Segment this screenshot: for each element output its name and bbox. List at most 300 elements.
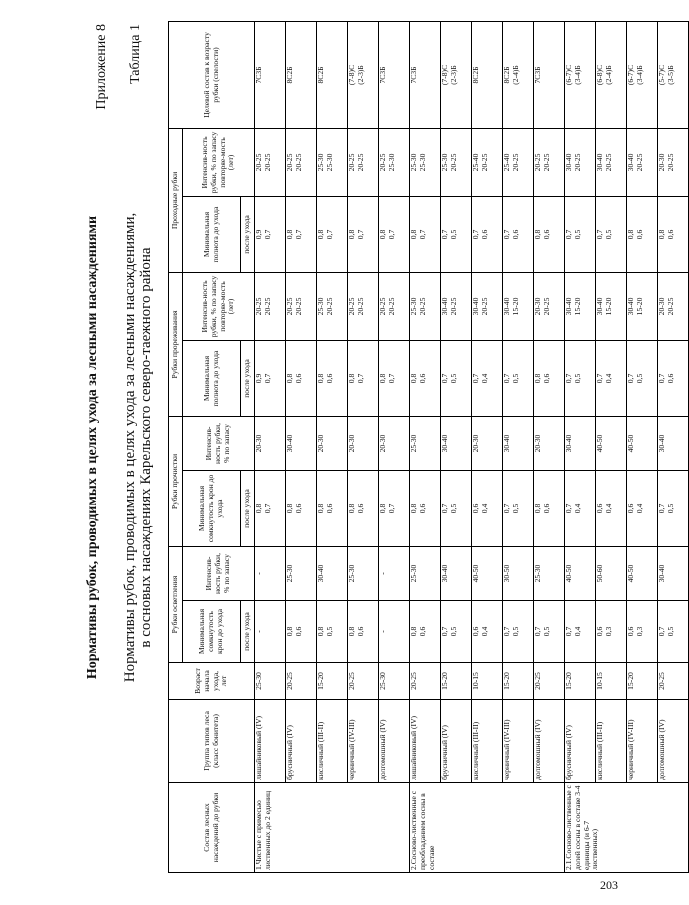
cell-passing-intensity (534, 128, 565, 196)
cell-text: 25-30 (285, 564, 294, 583)
table-row (286, 21, 317, 872)
cell-composition: 2.Сосново-лиственные с преобладанием сосны в составе (410, 783, 565, 873)
rotated-page (72, 20, 675, 875)
cell-passing-intensity (565, 128, 596, 196)
cell-start-age (410, 663, 441, 700)
cell-text: 25-40 20-25 (471, 153, 489, 172)
cell-clarifying-density (286, 601, 317, 663)
cell-thinning-intensity (410, 272, 441, 340)
cell-text: 50-60 (595, 564, 604, 583)
cell-text: 30-40 15-20 (564, 297, 582, 316)
cell-text: кисличный (III-II) (316, 721, 325, 780)
cell-passing-intensity (596, 128, 627, 196)
cell-text: 40-50 (626, 434, 635, 453)
cell-thinning-fullness (441, 340, 472, 416)
cell-text: 8С2Б (471, 66, 480, 84)
cell-passing-intensity (348, 128, 379, 196)
cell-text: 20-25 20-25 (254, 297, 272, 316)
cell-clarifying-density (317, 601, 348, 663)
cell-passing-fullness (441, 196, 472, 272)
cell-thinning-fullness (658, 340, 689, 416)
cell-thinning-intensity (503, 272, 534, 340)
header-composition: Состав лесных насаждений до рубки (169, 783, 255, 873)
cell-clarifying-intensity (348, 547, 379, 601)
cell-thinning-intensity (286, 272, 317, 340)
cell-thinning-intensity (658, 272, 689, 340)
cell-cleaning-intensity (317, 416, 348, 470)
cell-thinning-intensity (627, 272, 658, 340)
cell-text: 25-30 (254, 672, 263, 690)
cell-text: 25-30 (409, 434, 418, 453)
cell-thinning-intensity (565, 272, 596, 340)
cell-cleaning-intensity (627, 416, 658, 470)
cell-text: 20-30 (254, 434, 263, 453)
cell-text: долгомошный (IV) (657, 719, 666, 780)
cell-thinning-intensity (255, 272, 286, 340)
cell-thinning-fullness (255, 340, 286, 416)
cell-cleaning-density (348, 471, 379, 547)
cell-start-age (255, 663, 286, 700)
cell-target-composition (472, 21, 503, 128)
cell-text: 0,8 0,6 (626, 229, 644, 240)
cell-text: 20-25 20-25 (347, 297, 365, 316)
cell-text: 8С2Б (316, 66, 325, 84)
cell-clarifying-density (410, 601, 441, 663)
cell-text: 0,8 0,6 (409, 626, 427, 637)
cell-thinning-intensity (472, 272, 503, 340)
cell-thinning-intensity (596, 272, 627, 340)
cell-text: 20-25 20-25 (254, 153, 272, 172)
cell-clarifying-intensity (410, 547, 441, 601)
cell-target-composition (441, 21, 472, 128)
cell-start-age (286, 663, 317, 700)
cell-text: 20-30 (316, 434, 325, 453)
cell-clarifying-intensity (565, 547, 596, 601)
cell-text: 0,8 0,7 (316, 229, 334, 240)
cell-text: 0,7 0,5 (440, 626, 458, 637)
cell-text: 0,8 0,6 (533, 503, 551, 514)
cell-cleaning-intensity (472, 416, 503, 470)
header-intensity-1: Интенсив-ность рубки, % по запасу (183, 547, 255, 601)
cell-text: 0,7 0,5 (657, 503, 675, 514)
main-title: Нормативы рубок, проводимых в целях ухода за лесными насаждениями (85, 215, 100, 680)
cell-text: 30-40 20-25 (564, 153, 582, 172)
cell-thinning-fullness (596, 340, 627, 416)
header-row-1 (169, 21, 183, 872)
cell-target-composition (534, 21, 565, 128)
cell-thinning-fullness (317, 340, 348, 416)
cell-text: 0,8 0,6 (316, 373, 334, 384)
cell-target-composition (658, 21, 689, 128)
cell-text: 0,8 0,6 (657, 229, 675, 240)
cell-clarifying-density (596, 601, 627, 663)
cell-cleaning-density (596, 471, 627, 547)
cell-text: 30-40 20-25 (471, 297, 489, 316)
header-intensity-repeat-2: Интенсив-ность рубки, % по запасу повторяе-мость (лет) (183, 128, 255, 196)
cell-passing-intensity (410, 128, 441, 196)
cell-clarifying-density (348, 601, 379, 663)
cell-text: 30-40 20-25 (626, 153, 644, 172)
cell-clarifying-intensity (379, 547, 410, 601)
cell-cleaning-density (627, 471, 658, 547)
cell-text: 0,7 0,4 (564, 503, 582, 514)
cell-target-composition (255, 21, 286, 128)
cell-text: 0,8 0,5 (316, 626, 334, 637)
cell-passing-fullness (627, 196, 658, 272)
cell-cleaning-density (286, 471, 317, 547)
cell-passing-intensity (379, 128, 410, 196)
header-group-clarifying: Рубки осветления (169, 547, 183, 663)
cell-passing-fullness (317, 196, 348, 272)
header-target-composition: Целевой состав к возрасту рубки (спелости) (169, 21, 255, 128)
cell-text: 20-25 20-25 (285, 297, 303, 316)
cell-text: 25-30 (347, 564, 356, 583)
cell-passing-fullness (286, 196, 317, 272)
header-min-density-1: Минимальная сомкнутость крон до ухода (183, 601, 241, 663)
cell-forest-type (627, 700, 658, 783)
cell-text: 20-25 20-25 (285, 153, 303, 172)
cell-start-age (596, 663, 627, 700)
cell-text: (6-7)С (3-4)Б (564, 64, 582, 86)
cell-forest-type (441, 700, 472, 783)
cell-text: 0,7 0,5 (564, 373, 582, 384)
cell-clarifying-intensity (255, 547, 286, 601)
table-row (379, 21, 410, 872)
cell-start-age (317, 663, 348, 700)
cell-forest-type (503, 700, 534, 783)
header-min-fullness-1: Минимальная полнота до ухода (183, 340, 241, 416)
table-row (503, 21, 534, 872)
cell-text: 20-25 (657, 672, 666, 690)
header-intensity-repeat-1: Интенсив-ность рубки, % по запасу повторяе-мость (лет) (183, 272, 255, 340)
cell-start-age (379, 663, 410, 700)
cell-text: 0,7 0,5 (533, 626, 551, 637)
cell-text: 40-50 (564, 564, 573, 583)
table-row (565, 21, 596, 872)
header-forest-type: Группа типов леса (класс бонитета) (169, 700, 255, 783)
cell-text: брусничный (IV) (440, 725, 449, 780)
table-number: Таблица 1 (128, 24, 143, 84)
cell-clarifying-intensity (658, 547, 689, 601)
cell-text: (5-7)С (3-5)Б (657, 64, 675, 86)
page-number: 203 (600, 878, 618, 892)
cell-thinning-fullness (534, 340, 565, 416)
cell-text: 0,8 0,6 (347, 626, 365, 637)
cell-text: (6-8)С (2-4)Б (595, 64, 613, 86)
cell-text: 0,6 0,3 (626, 626, 644, 637)
cell-text: 30-40 (502, 434, 511, 453)
cell-clarifying-density (658, 601, 689, 663)
cell-text: 25-30 20-25 (409, 297, 427, 316)
cell-text: 20-25 (285, 672, 294, 690)
cell-clarifying-density (565, 601, 596, 663)
cell-passing-intensity (658, 128, 689, 196)
cell-cleaning-density (317, 471, 348, 547)
cell-cleaning-density (534, 471, 565, 547)
cell-text: брусничный (IV) (285, 725, 294, 780)
cell-text: 40-50 (595, 434, 604, 453)
cell-text: 20-30 (533, 434, 542, 453)
cell-text: 0,7 0,5 (502, 626, 520, 637)
header-after-care-4: после ухода (241, 196, 255, 272)
header-after-care-1: после ухода (241, 601, 255, 663)
cell-text: 20-25 20-25 (347, 153, 365, 172)
cell-text: 20-25 25-30 (378, 153, 396, 172)
cell-text: (6-7)С (3-4)Б (626, 64, 644, 86)
cell-text: 0,6 0,4 (471, 626, 489, 637)
cell-text: 0,6 0,4 (595, 503, 613, 514)
table-row (534, 21, 565, 872)
cell-passing-intensity (503, 128, 534, 196)
cell-passing-fullness (596, 196, 627, 272)
cell-text: 0,7 0,5 (657, 626, 675, 637)
cell-clarifying-intensity (596, 547, 627, 601)
cell-text: 8С2Б (2-4)Б (502, 65, 520, 85)
table-row (317, 21, 348, 872)
cell-text: 30-40 20-25 (440, 297, 458, 316)
cell-text: 15-20 (564, 672, 573, 690)
header-after-care-3: после ухода (241, 340, 255, 416)
cell-target-composition (596, 21, 627, 128)
cell-thinning-fullness (472, 340, 503, 416)
cell-text: 0,8 0,6 (285, 503, 303, 514)
cell-text: 30-40 (564, 434, 573, 453)
table-row (255, 21, 286, 872)
header-group-cleaning: Рубки прочистки (169, 416, 183, 546)
cell-start-age (441, 663, 472, 700)
cell-text: 0,7 0,5 (440, 229, 458, 240)
cell-start-age (472, 663, 503, 700)
table-row (596, 21, 627, 872)
cell-text: 20-25 20-25 (378, 297, 396, 316)
cell-forest-type (534, 700, 565, 783)
cell-text: 0,7 0,5 (502, 503, 520, 514)
cell-text: 0,6 0,4 (471, 503, 489, 514)
cell-text: 20-30 (347, 434, 356, 453)
cell-composition: 1.Чистые с примесью лиственных до 2 единиц (255, 783, 410, 873)
cell-cleaning-intensity (534, 416, 565, 470)
cell-target-composition (410, 21, 441, 128)
cell-text: 20-30 (471, 434, 480, 453)
cell-text: 7С3Б (378, 66, 387, 84)
cell-cleaning-density (565, 471, 596, 547)
cell-text: 25-40 20-25 (502, 153, 520, 172)
cell-text: 30-40 (657, 434, 666, 453)
table-row (658, 21, 689, 872)
cell-start-age (658, 663, 689, 700)
cell-cleaning-intensity (565, 416, 596, 470)
cell-clarifying-intensity (534, 547, 565, 601)
cell-target-composition (348, 21, 379, 128)
cell-text: 30-50 (502, 564, 511, 583)
cell-text: 7С3Б (533, 66, 542, 84)
cell-text: 0,8 0,7 (378, 503, 396, 514)
cell-text: 0,7 0,5 (626, 373, 644, 384)
cell-target-composition (317, 21, 348, 128)
cell-text: 7С3Б (409, 66, 418, 84)
cell-text: (7-8)С (2-3)Б (440, 64, 458, 86)
cell-forest-type (596, 700, 627, 783)
cell-clarifying-density (441, 601, 472, 663)
cell-cleaning-density (379, 471, 410, 547)
cell-clarifying-intensity (472, 547, 503, 601)
cell-cleaning-density (441, 471, 472, 547)
cell-passing-fullness (255, 196, 286, 272)
cell-text: 0,8 0,6 (285, 626, 303, 637)
cell-text: 20-30 20-25 (657, 297, 675, 316)
cell-clarifying-intensity (627, 547, 658, 601)
cell-cleaning-intensity (286, 416, 317, 470)
cell-text: 0,6 0,4 (626, 503, 644, 514)
cell-clarifying-density (503, 601, 534, 663)
cell-text: 0,8 0,7 (378, 373, 396, 384)
cell-text: долгомошный (IV) (533, 719, 542, 780)
cell-text: 0,8 0,7 (285, 229, 303, 240)
cell-cleaning-intensity (441, 416, 472, 470)
cell-thinning-fullness (503, 340, 534, 416)
cell-text: 15-20 (440, 672, 449, 690)
cell-text: брусничный (IV) (564, 725, 573, 780)
cell-cleaning-intensity (410, 416, 441, 470)
cell-thinning-intensity (534, 272, 565, 340)
cell-thinning-fullness (565, 340, 596, 416)
cell-text: черничный (IV-III) (626, 719, 635, 780)
cell-cleaning-density (255, 471, 286, 547)
cell-passing-fullness (534, 196, 565, 272)
cell-text: 20-30 20-25 (657, 153, 675, 172)
cell-passing-intensity (441, 128, 472, 196)
cell-text: 25-30 25-30 (316, 153, 334, 172)
cell-text: кисличный (III-II) (595, 721, 604, 780)
cell-clarifying-intensity (286, 547, 317, 601)
cell-cleaning-density (503, 471, 534, 547)
cell-thinning-fullness (348, 340, 379, 416)
header-after-care-2: после ухода (241, 471, 255, 547)
cell-text: 10-15 (595, 672, 604, 690)
table-row (441, 21, 472, 872)
cell-text: долгомошный (IV) (378, 719, 387, 780)
table-subtitle (122, 20, 154, 875)
cell-text: 15-20 (502, 672, 511, 690)
cell-passing-intensity (472, 128, 503, 196)
cell-text: 25-30 (409, 564, 418, 583)
cell-text: 20-25 (347, 672, 356, 690)
cell-text: 30-40 20-25 (595, 153, 613, 172)
cell-cleaning-intensity (348, 416, 379, 470)
cell-text: 0,8 0,6 (316, 503, 334, 514)
cell-target-composition (286, 21, 317, 128)
cell-text: 20-30 (378, 434, 387, 453)
cell-cleaning-intensity (379, 416, 410, 470)
cell-clarifying-density (379, 601, 410, 663)
cell-text: - (254, 630, 263, 633)
cell-passing-fullness (503, 196, 534, 272)
cell-cleaning-intensity (255, 416, 286, 470)
cell-start-age (348, 663, 379, 700)
cell-text: 15-20 (626, 672, 635, 690)
cell-text: 20-25 20-25 (533, 153, 551, 172)
cell-text: - (378, 630, 387, 633)
norms-table (168, 21, 689, 873)
cell-forest-type (348, 700, 379, 783)
cell-text: черничный (IV-III) (502, 719, 511, 780)
cell-text: 7С3Б (254, 66, 263, 84)
cell-text: кисличный (III-II) (471, 721, 480, 780)
cell-clarifying-intensity (317, 547, 348, 601)
subtitle-line-1: Нормативы рубок, проводимых в целях ухода за лесными насаждениями, (122, 212, 138, 683)
cell-text: 30-40 (285, 434, 294, 453)
cell-text: 40-50 (626, 564, 635, 583)
cell-cleaning-intensity (658, 416, 689, 470)
cell-text: 20-30 20-25 (533, 297, 551, 316)
cell-text: 0,7 0,6 (502, 229, 520, 240)
cell-target-composition (627, 21, 658, 128)
cell-text: 30-40 (316, 564, 325, 583)
cell-text: 15-20 (316, 672, 325, 690)
cell-start-age (534, 663, 565, 700)
cell-text: 20-25 (409, 672, 418, 690)
table-row (410, 21, 441, 872)
cell-text: 0,7 0,4 (471, 373, 489, 384)
header-intensity-2: Интенсив-ность рубки, % по запасу (183, 416, 255, 470)
cell-text: 30-40 15-20 (502, 297, 520, 316)
cell-text: - (378, 572, 387, 575)
cell-forest-type (410, 700, 441, 783)
cell-text: лишайниковый (IV) (254, 715, 263, 780)
cell-text: 0,8 0,7 (347, 373, 365, 384)
cell-forest-type (255, 700, 286, 783)
cell-text: 0,7 0,6 (657, 373, 675, 384)
cell-cleaning-intensity (503, 416, 534, 470)
cell-text: 0,7 0,5 (502, 373, 520, 384)
cell-passing-fullness (410, 196, 441, 272)
table-row (348, 21, 379, 872)
header-start-age: Возраст начала ухода, лет (169, 663, 255, 700)
cell-forest-type (286, 700, 317, 783)
appendix-label: Приложение 8 (94, 24, 109, 110)
cell-target-composition (503, 21, 534, 128)
cell-text: 8С2Б (285, 66, 294, 84)
cell-passing-intensity (255, 128, 286, 196)
cell-passing-intensity (627, 128, 658, 196)
header-min-density-2: Минимальная сомкнутость крон до ухода (183, 471, 241, 547)
cell-clarifying-density (627, 601, 658, 663)
cell-text: 30-40 15-20 (626, 297, 644, 316)
cell-text: 0,8 0,7 (254, 503, 272, 514)
cell-cleaning-density (410, 471, 441, 547)
cell-thinning-fullness (410, 340, 441, 416)
cell-text: 0,8 0,6 (409, 503, 427, 514)
cell-text: 0,8 0,7 (347, 229, 365, 240)
cell-clarifying-intensity (503, 547, 534, 601)
cell-forest-type (317, 700, 348, 783)
cell-text: 10-15 (471, 672, 480, 690)
cell-text: 30-40 (440, 434, 449, 453)
cell-target-composition (379, 21, 410, 128)
cell-text: 20-25 (533, 672, 542, 690)
cell-text: 0,8 0,6 (409, 373, 427, 384)
header-group-passing: Проходные рубки (169, 128, 183, 272)
cell-text: 30-40 (657, 564, 666, 583)
cell-text: 30-40 15-20 (595, 297, 613, 316)
cell-text: 0,8 0,6 (347, 503, 365, 514)
cell-thinning-fullness (286, 340, 317, 416)
cell-cleaning-density (658, 471, 689, 547)
header-min-fullness-2: Минимальная полнота до ухода (183, 196, 241, 272)
cell-clarifying-density (472, 601, 503, 663)
cell-text: 0,7 0,4 (564, 626, 582, 637)
cell-thinning-fullness (379, 340, 410, 416)
